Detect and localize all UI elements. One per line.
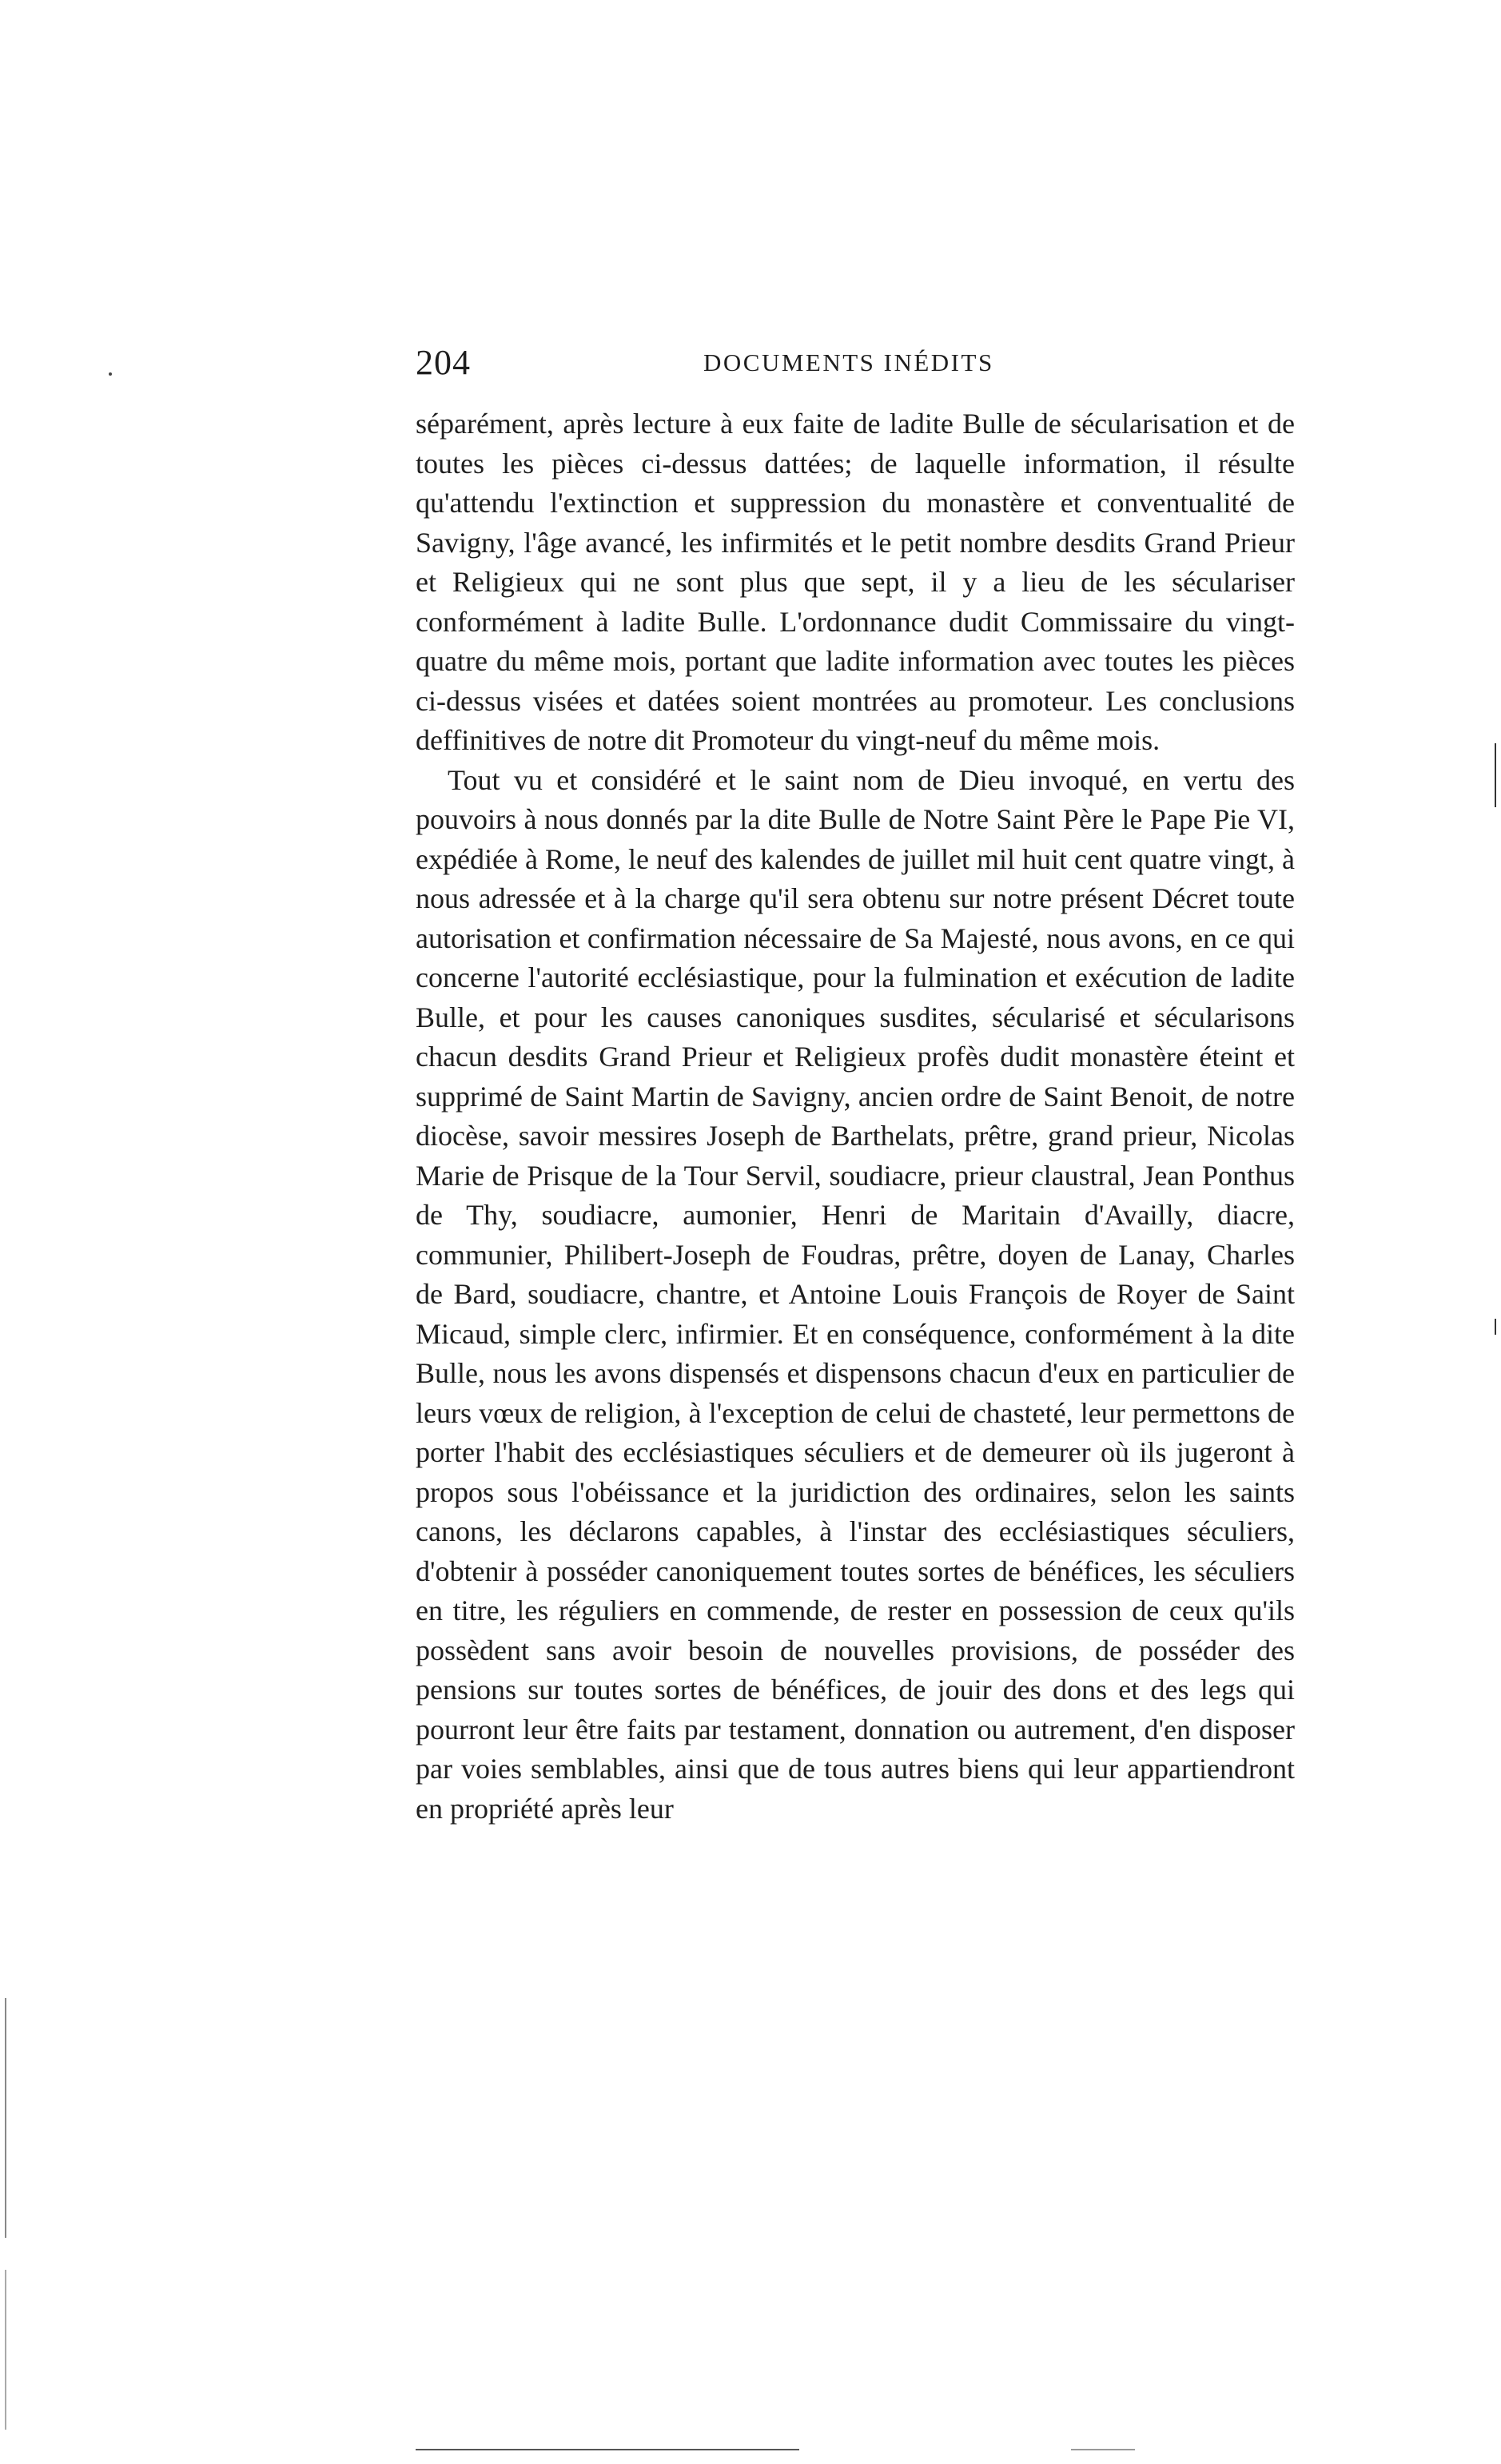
scan-mark-right: [1495, 1319, 1496, 1335]
text-body: [416, 404, 1295, 1829]
page-header: [416, 342, 1295, 406]
bottom-rule: [416, 2449, 799, 2450]
bottom-rule: [1071, 2449, 1135, 2450]
scan-mark-left: [5, 2270, 6, 2430]
page-number: 204: [416, 343, 471, 382]
paragraph-1: séparément, après lecture à eux faite de ladite Bulle de sécularisation et de toutes les pièces ci-dessus dattées; de laquelle information, il résulte qu'attendu l'extinction et suppression du monastère et conventualité de Savigny, l'âge avancé, les infirmités et le petit nombre desdits Grand Prieur et Religieux qui ne sont plus que sept, il y a lieu de les séculariser conformément à ladite Bulle. L'ordonnance dudit Commissaire du vingt-quatre du même mois, portant que ladite information avec toutes les pièces ci-dessus visées et datées soient montrées au promoteur. Les conclusions deffinitives de notre dit Promoteur du vingt-neuf du même mois.: [416, 408, 1295, 756]
scan-mark-right: [1495, 743, 1496, 807]
running-head: DOCUMENTS INÉDITS: [703, 348, 994, 376]
scan-mark-left: [5, 1998, 6, 2238]
paragraph-2: Tout vu et considéré et le saint nom de Dieu invoqué, en vertu des pouvoirs à nous donnés par la dite Bulle de Notre Saint Père le Pape Pie VI, expédiée à Rome, le neuf des kalendes de juillet mil huit cent quatre vingt, à nous adressée et à la charge qu'il sera obtenu sur notre présent Décret toute autorisation et confirmation nécessaire de Sa Majesté, nous avons, en ce qui concerne l'autorité ecclésiastique, pour la fulmination et exécution de ladite Bulle, et pour les causes canoniques susdites, sécularisé et sécularisons chacun desdits Grand Prieur et Religieux profès dudit monastère éteint et supprimé de Saint Martin de Savigny, ancien ordre de Saint Benoit, de notre diocèse, savoir messires Joseph de Barthelats, prêtre, grand prieur, Nicolas Marie de Prisque de la Tour Servil, soudiacre, prieur claustral, Jean Ponthus de Thy, soudiacre, aumonier, Henri de Maritain d'Availly, diacre, communier, Philibert-Joseph de Foudras, prêtre, doyen de Lanay, Charles de Bard, soudiacre, chantre, et Antoine Louis François de Royer de Saint Micaud, simple clerc, infirmier. Et en conséquence, conformément à la dite Bulle, nous les avons dispensés et dispensons chacun d'eux en particulier de leurs vœux de religion, à l'exception de celui de chasteté, leur permettons de porter l'habit des ecclésiastiques séculiers et de demeurer où ils jugeront à propos sous l'obéissance et la juridiction des ordinaires, selon les saints canons, les déclarons capables, à l'instar des ecclésiastiques séculiers, d'obtenir à posséder canoniquement toutes sortes de bénéfices, les séculiers en titre, les réguliers en commende, de rester en possession de ceux qu'ils possèdent sans avoir besoin de nouvelles provisions, de posséder des pensions sur toutes sortes de bénéfices, de jouir des dons et des legs qui pourront leur être faits par testament, donnation ou autrement, d'en disposer par voies semblables, ainsi que de tous autres biens qui leur appartiendront en propriété après leur: [416, 763, 1295, 1825]
scan-dot: [109, 372, 112, 376]
